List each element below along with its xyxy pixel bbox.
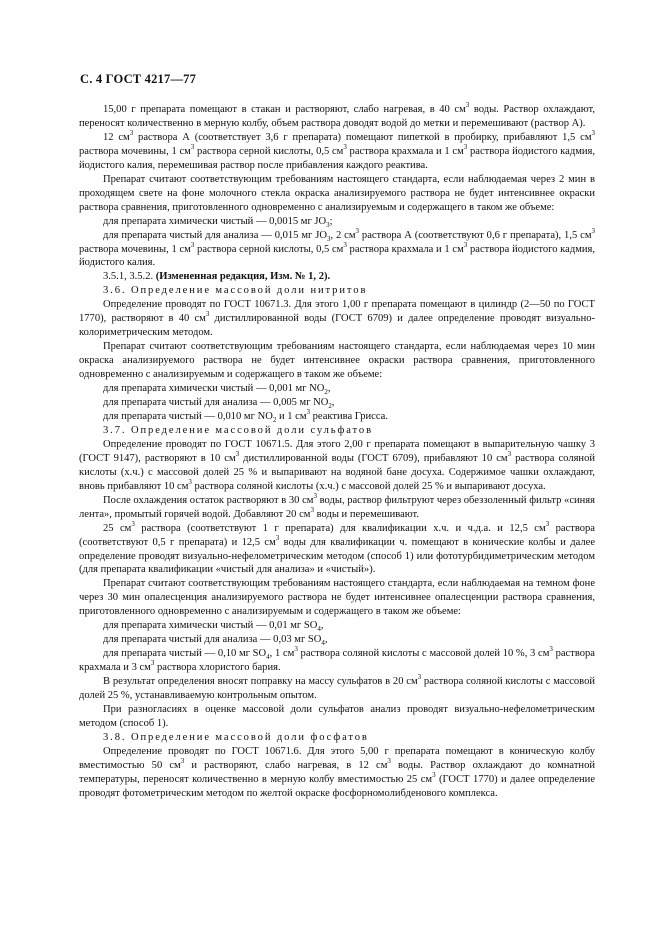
paragraph: для препарата чистый для анализа — 0,015 мг $JO_3$, 2 $см^3$ раствора А (соответствуют 0,6 г препарата), 1,5 $см^3$ раствора мочевины, 1 $см^3$ раствора серной кислоты, 0,5 $см^3$ раствора крахмала и 1 $см^3$ раствора йодистого кадмия, йодистого калия.: [79, 226, 596, 269]
paragraph: После охлаждения остаток растворяют в 30 $см^3$ воды, раствор фильтруют через обеззоленный фильтр «синяя лента», промытый горячей водой. Добавляют 20 $см^3$ воды и перемешивают.: [79, 491, 595, 520]
list-line: для препарата химически чистый — 0,01 мг $SO_4$,: [103, 620, 324, 634]
paragraph: Препарат считают соответствующим требованиям настоящего стандарта, если наблюдаемая через 2 мин в проходящем свете на фоне молочного стекла окраска анализируемого раствора не будет интенсивнее окраски раствора сравнения, приготовленного одновременно с анализируемым и содержащего в таком же объеме:: [79, 173, 595, 213]
list-line: для препарата чистый для анализа — 0,005 мг $NO_2$,: [103, 397, 335, 411]
paragraph: Определение проводят по ГОСТ 10671.5. Для этого 2,00 г препарата помещают в выпарительную чашку 3 (ГОСТ 9147), растворяют в 10 $см^3$ дистиллированной воды (ГОСТ 6709), прибавляют 10 $см^3$ раствора соляной кислоты (х.ч.) с массовой долей 25 % и выпаривают на водяной бане досуха. Содержимое чашки охлаждают, вновь прибавляют 10 $см^3$ раствора соляной кислоты (х.ч.) с массовой долей 25 % и выпаривают досуха.: [79, 438, 595, 492]
document-body: [79, 100, 596, 801]
paragraph: В результат определения вносят поправку на массу сульфатов в 20 $см^3$ раствора соляной кислоты с массовой долей 25 %, устанавливаемую контрольным опытом.: [79, 673, 595, 702]
paragraph: 3.5.1, 3.5.2. (Измененная редакция, Изм. № 1, 2).: [103, 271, 331, 283]
paragraph: 12 $см^3$ раствора А (соответствует 3,6 г препарата) помещают пипеткой в пробирку, прибавляют 1,5 $см^3$ раствора мочевины, 1 $см^3$ раствора серной кислоты, 0,5 $см^3$ раствора крахмала и 1 $см^3$ раствора йодистого кадмия, йодистого калия, перемешивая раствор после прибавления каждого реактива.: [79, 128, 596, 171]
paragraph: Определение проводят по ГОСТ 10671.3. Для этого 1,00 г препарата помещают в цилиндр (2—50 по ГОСТ 1770), растворяют в 40 $см^3$ дистиллированной воды (ГОСТ 6709) и далее определение проводят визуально-колориметрическим методом.: [79, 299, 595, 339]
page-header: С. 4 ГОСТ 4217—77: [80, 72, 197, 86]
paragraph: Определение проводят по ГОСТ 10671.6. Для этого 5,00 г препарата помещают в коническую колбу вместимостью 50 $см^3$ и растворяют, слабо нагревая, в 12 $см^3$ воды. Раствор охлаждают до комнатной температуры, переносят количественно в мерную колбу вместимостью 25 $см^3$ (ГОСТ 1770) и далее определение проводят фотометрическим методом по желтой окраске фосфорномолибденового комплекса.: [79, 745, 596, 799]
section-heading: 3.6. Определение массовой доли нитритов: [103, 285, 368, 297]
section-heading: 3.7. Определение массовой доли сульфатов: [103, 424, 373, 436]
list-line: для препарата химически чистый — 0,0015 мг $JO_3$;: [103, 215, 333, 229]
paragraph: Препарат считают соответствующим требованиям настоящего стандарта, если наблюдаемая на темном фоне через 30 мин опалесценция анализируемого раствора не будет интенсивнее опалесценции раствора сравнения, приготовленного одновременно с анализируемым и содержащего в таком же объеме:: [79, 578, 595, 618]
list-line: для препарата чистый — 0,010 мг $NO_2$ и 1 $см^3$ реактива Грисса.: [103, 407, 388, 425]
paragraph: для препарата чистый — 0,10 мг $SO_4$, 1 $см^3$ раствора соляной кислоты с массовой долей 10 %, 3 $см^3$ раствора крахмала и 3 $см^3$ раствора хлористого бария.: [79, 645, 595, 674]
list-line: для препарата чистый для анализа — 0,03 мг $SO_4$,: [103, 634, 328, 648]
paragraph: 25 $см^3$ раствора (соответствуют 1 г препарата) для квалификации х.ч. и ч.д.а. и 12,5 $см^3$ раствора (соответствуют 0,5 г препарата) и 12,5 $см^3$ воды для квалификации ч. помещают в конические колбы и далее определение проводят визуально-нефелометрическим методом (способ 1) или фототурбидиметрическим методом (для препарата квалификации «чистый для анализа» и «чистый»).: [79, 519, 596, 576]
paragraph: При разногласиях в оценке массовой доли сульфатов анализ проводят визуально-нефелометрическим методом (способ 1).: [79, 703, 595, 729]
section-heading: 3.8. Определение массовой доли фосфатов: [103, 731, 369, 743]
paragraph: Препарат считают соответствующим требованиям настоящего стандарта, если наблюдаемая через 10 мин окраска анализируемого раствора не будет интенсивнее окраски раствора сравнения, приготовленного одновременно с анализируемым и содержащего в таком же объеме:: [79, 341, 595, 381]
paragraph: 15,00 г препарата помещают в стакан и растворяют, слабо нагревая, в 40 $см^3$ воды. Раствор охлаждают, переносят количественно в мерную колбу, объем раствора доводят водой до метки и перемешивают (раствор А).: [79, 100, 595, 129]
list-line: для препарата химически чистый — 0,001 мг $NO_2$,: [103, 383, 331, 397]
